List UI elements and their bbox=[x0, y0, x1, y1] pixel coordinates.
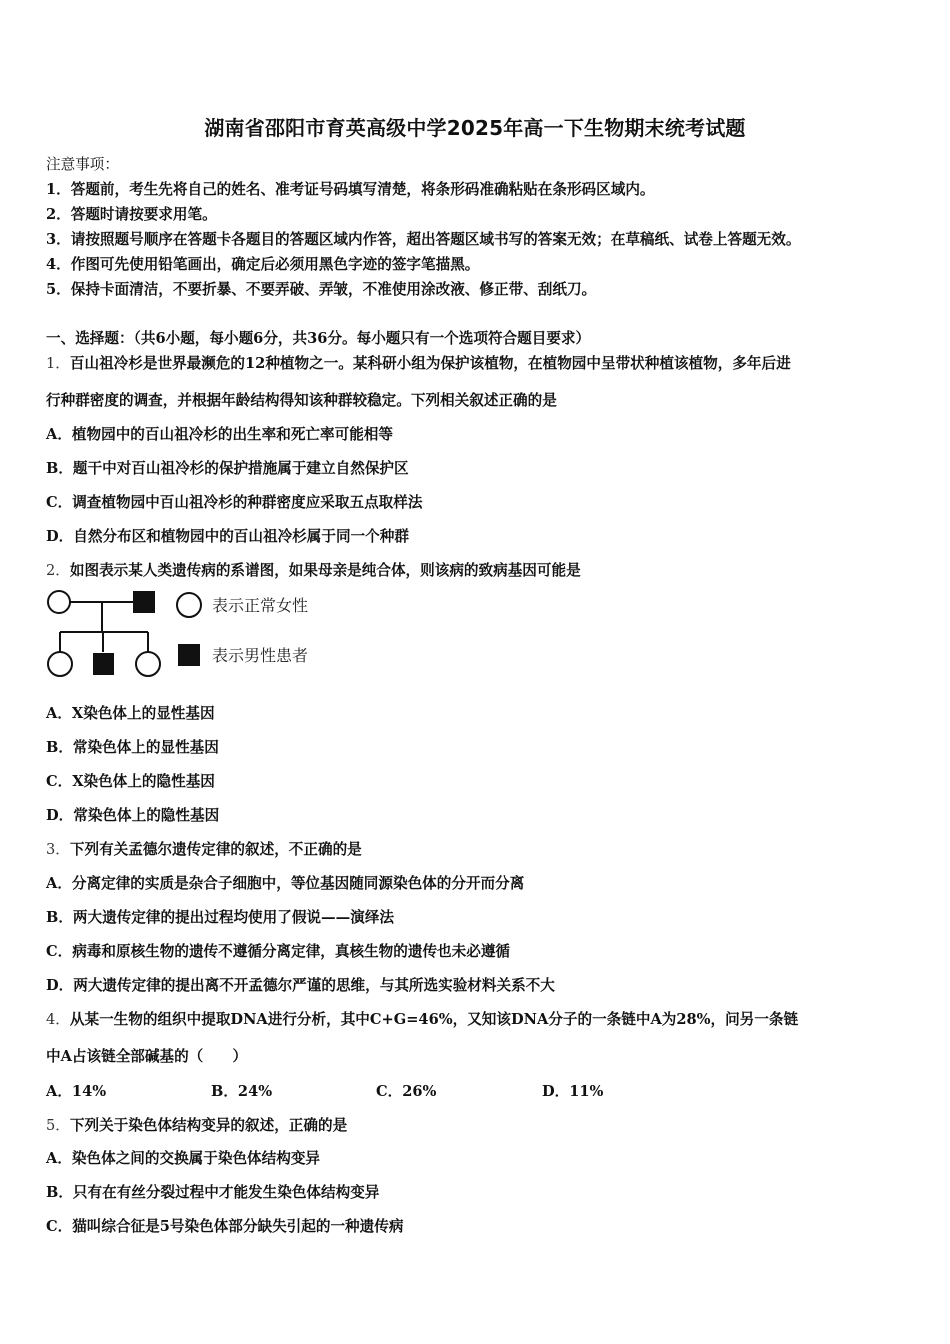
legend-male-symbol bbox=[178, 644, 200, 666]
question-4-option-b: B．24% bbox=[211, 1083, 273, 1100]
question-4-option-c: C．26% bbox=[376, 1083, 437, 1100]
question-number: 3． bbox=[46, 841, 70, 858]
question-2-stem bbox=[46, 559, 581, 580]
page-title: 湖南省邵阳市育英高级中学2025年高一下生物期末统考试题 bbox=[204, 116, 746, 140]
question-1-option-b: B．题干中对百山祖冷杉的保护措施属于建立自然保护区 bbox=[46, 460, 409, 477]
question-3-option-c: C．病毒和原核生物的遗传不遵循分离定律，真核生物的遗传也未必遵循 bbox=[46, 943, 511, 960]
question-1-stem bbox=[46, 352, 791, 373]
question-number: 4． bbox=[46, 1011, 70, 1028]
question-5-option-a: A．染色体之间的交换属于染色体结构变异 bbox=[46, 1150, 321, 1167]
question-2-option-a: A．X染色体上的显性基因 bbox=[46, 705, 215, 722]
child-normal-female-symbol bbox=[136, 652, 160, 676]
question-5-stem bbox=[46, 1114, 347, 1135]
question-4-option-a: A．14% bbox=[46, 1083, 107, 1100]
question-text: 下列有关孟德尔遗传定律的叙述，不正确的是 bbox=[69, 841, 362, 858]
father-affected-male-symbol bbox=[133, 591, 155, 613]
mother-normal-female-symbol bbox=[48, 591, 70, 613]
notes-item: 5．保持卡面清洁，不要折暴、不要弄破、弄皱，不准使用涂改液、修正带、刮纸刀。 bbox=[46, 281, 597, 298]
notes-item: 2．答题时请按要求用笔。 bbox=[46, 206, 217, 223]
question-3-stem bbox=[46, 838, 362, 859]
legend-female-symbol bbox=[177, 593, 201, 617]
notes-item: 4．作图可先使用铅笔画出，确定后必须用黑色字迹的签字笔描黑。 bbox=[46, 256, 480, 273]
notes-item: 3．请按照题号顺序在答题卡各题目的答题区域内作答，超出答题区域书写的答案无效；在草稿纸、试卷上答题无效。 bbox=[46, 231, 801, 248]
question-4-stem bbox=[46, 1008, 798, 1029]
question-text: 从某一生物的组织中提取DNA进行分析，其中C+G=46%，又知该DNA分子的一条链中A为28%，问另一条链 bbox=[69, 1011, 799, 1028]
question-1-option-d: D．自然分布区和植物园中的百山祖冷杉属于同一个种群 bbox=[46, 528, 409, 545]
question-number: 5． bbox=[46, 1117, 70, 1134]
section-heading: 一、选择题：（共6小题，每小题6分，共36分。每小题只有一个选项符合题目要求） bbox=[46, 330, 591, 347]
question-1-stem-cont: 行种群密度的调查，并根据年龄结构得知该种群较稳定。下列相关叙述正确的是 bbox=[46, 392, 557, 409]
question-5-option-b: B．只有在有丝分裂过程中才能发生染色体结构变异 bbox=[46, 1184, 380, 1201]
question-text: 百山祖冷杉是世界最濒危的12种植物之一。某科研小组为保护该植物，在植物园中呈带状种植该植物，多年后进 bbox=[69, 355, 791, 372]
question-text: 下列关于染色体结构变异的叙述，正确的是 bbox=[69, 1117, 348, 1134]
question-2-option-d: D．常染色体上的隐性基因 bbox=[46, 807, 220, 824]
question-text: 如图表示某人类遗传病的系谱图，如果母亲是纯合体，则该病的致病基因可能是 bbox=[69, 562, 581, 579]
question-4-stem-cont: 中A占该链全部碱基的（ ） bbox=[46, 1048, 248, 1065]
child-affected-male-symbol bbox=[93, 653, 114, 675]
question-5-option-c: C．猫叫综合征是5号染色体部分缺失引起的一种遗传病 bbox=[46, 1218, 404, 1235]
question-4-option-d: D．11% bbox=[542, 1083, 604, 1100]
question-2-option-c: C．X染色体上的隐性基因 bbox=[46, 773, 215, 790]
question-2-option-b: B．常染色体上的显性基因 bbox=[46, 739, 219, 756]
notes-heading: 注意事项： bbox=[46, 156, 119, 173]
question-number: 2． bbox=[46, 562, 70, 579]
pedigree-diagram bbox=[40, 584, 340, 684]
question-3-option-b: B．两大遗传定律的提出过程均使用了假说——演绎法 bbox=[46, 909, 394, 926]
question-number: 1． bbox=[46, 355, 70, 372]
notes-item: 1．答题前，考生先将自己的姓名、准考证号码填写清楚，将条形码准确粘贴在条形码区域内。 bbox=[46, 181, 655, 198]
legend-male-label: 表示男性患者 bbox=[212, 646, 309, 665]
question-3-option-d: D．两大遗传定律的提出离不开孟德尔严谨的思维，与其所选实验材料关系不大 bbox=[46, 977, 555, 994]
question-3-option-a: A．分离定律的实质是杂合子细胞中，等位基因随同源染色体的分开而分离 bbox=[46, 875, 525, 892]
legend-female-label: 表示正常女性 bbox=[212, 596, 309, 615]
question-1-option-c: C．调查植物园中百山祖冷杉的种群密度应采取五点取样法 bbox=[46, 494, 423, 511]
child-normal-female-symbol bbox=[48, 652, 72, 676]
question-1-option-a: A．植物园中的百山祖冷杉的出生率和死亡率可能相等 bbox=[46, 426, 393, 443]
